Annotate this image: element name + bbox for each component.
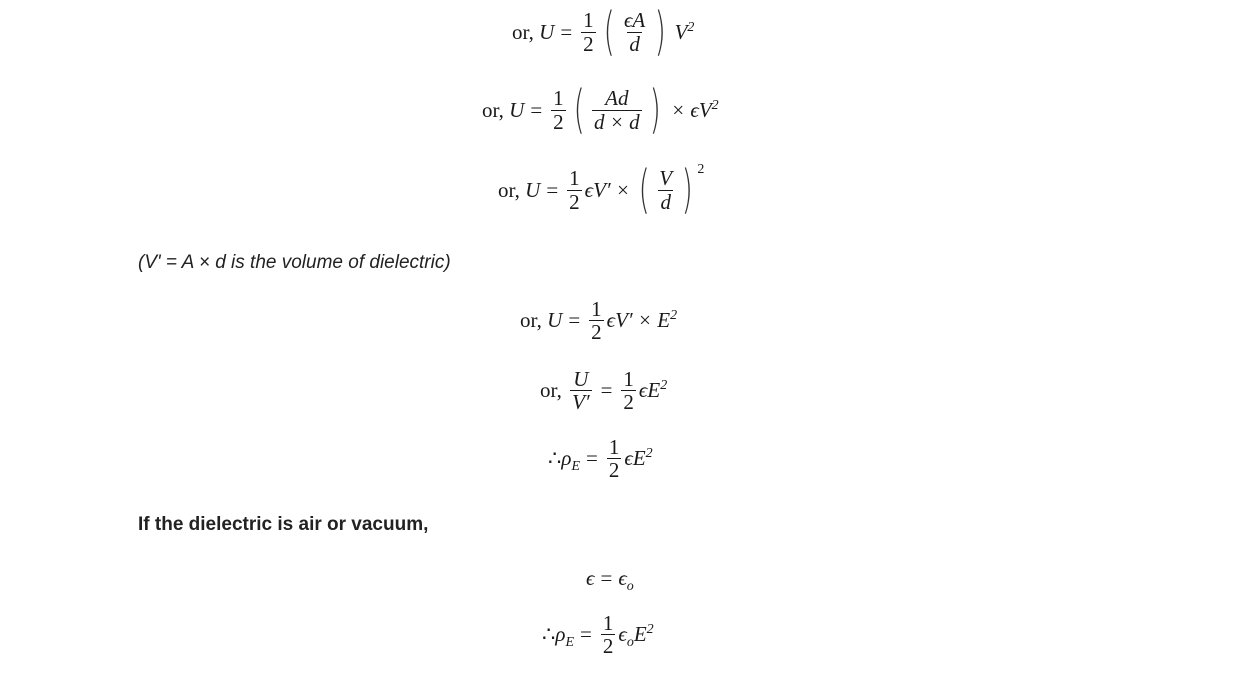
eq4-tail: $\epsilon V' \times E^2$ bbox=[606, 308, 678, 333]
volume-note: (V' = A × d is the volume of dielectric) bbox=[138, 252, 451, 273]
eq1-tail: $V^2$ bbox=[674, 19, 695, 44]
eq1-equals: = bbox=[560, 19, 573, 44]
eq2-tail: × $\epsilon V^2$ bbox=[670, 97, 719, 122]
eq6-prefix: ∴ bbox=[548, 446, 562, 471]
eq7-rhs: $\epsilon_o$ bbox=[618, 566, 634, 595]
eq7-lhs: ϵ bbox=[586, 566, 595, 590]
eq2-lhs: U bbox=[509, 97, 525, 122]
eq3-mid: ϵV′ × bbox=[584, 177, 630, 202]
eq2-paren: ( $\frac{Ad}{d \times d}$ ) bbox=[573, 80, 661, 140]
equation-4 bbox=[520, 298, 677, 343]
equation-6 bbox=[548, 436, 653, 481]
eq5-prefix: or, bbox=[540, 378, 562, 403]
eq3-equals: = bbox=[546, 177, 559, 202]
eq1-paren: ( $\frac{\epsilon A}{d}$ ) bbox=[603, 2, 666, 62]
eq6-equals: = bbox=[586, 446, 598, 471]
eq8-prefix: ∴ bbox=[542, 622, 556, 647]
eq1-lhs: U bbox=[539, 19, 555, 44]
eq5-half: $\frac{1}{2}$ bbox=[623, 367, 634, 415]
eq4-prefix: or, bbox=[520, 308, 542, 333]
equation-7 bbox=[586, 566, 634, 595]
eq2-half: $\frac{1}{2}$ bbox=[553, 86, 564, 134]
air-note: If the dielectric is air or vacuum, bbox=[138, 514, 429, 535]
eq2-prefix: or, bbox=[482, 97, 504, 122]
eq3-lhs: U bbox=[525, 177, 541, 202]
eq5-tail: $\epsilon E^2$ bbox=[638, 378, 668, 403]
eq3-paren: ( $\frac{V}{d}$ ) bbox=[638, 160, 693, 220]
eq1-half: $\frac{1}{2}$ bbox=[583, 8, 594, 56]
eq5-lhs: $\frac{U}{V'}$ bbox=[572, 367, 590, 415]
eq7-equals: = bbox=[600, 566, 613, 590]
eq8-lhs: $\rho_E$ bbox=[555, 622, 575, 651]
equation-2 bbox=[482, 80, 719, 140]
eq3-prefix: or, bbox=[498, 177, 520, 202]
equation-5 bbox=[540, 368, 667, 413]
eq6-tail: $\epsilon E^2$ bbox=[624, 446, 653, 471]
eq6-lhs: $\rho_E$ bbox=[561, 446, 581, 475]
eq2-equals: = bbox=[530, 97, 543, 122]
eq5-equals: = bbox=[600, 378, 613, 403]
eq8-equals: = bbox=[580, 622, 592, 647]
eq4-equals: = bbox=[568, 308, 581, 333]
eq6-half: $\frac{1}{2}$ bbox=[608, 435, 620, 483]
eq1-prefix: or, bbox=[512, 19, 534, 44]
equation-3: or, U = $\frac{1}{2}$ ϵV′ × ( $\frac{V}{d}$ ) $^2$ bbox=[498, 160, 705, 220]
eq3-half: $\frac{1}{2}$ bbox=[569, 166, 580, 214]
equation-1 bbox=[512, 2, 695, 62]
eq4-half: $\frac{1}{2}$ bbox=[591, 297, 602, 345]
eq4-lhs: U bbox=[547, 308, 563, 333]
eq8-tail: $\epsilon_oE^2$ bbox=[618, 622, 654, 651]
equation-8 bbox=[542, 612, 654, 657]
eq8-half: $\frac{1}{2}$ bbox=[602, 611, 614, 659]
